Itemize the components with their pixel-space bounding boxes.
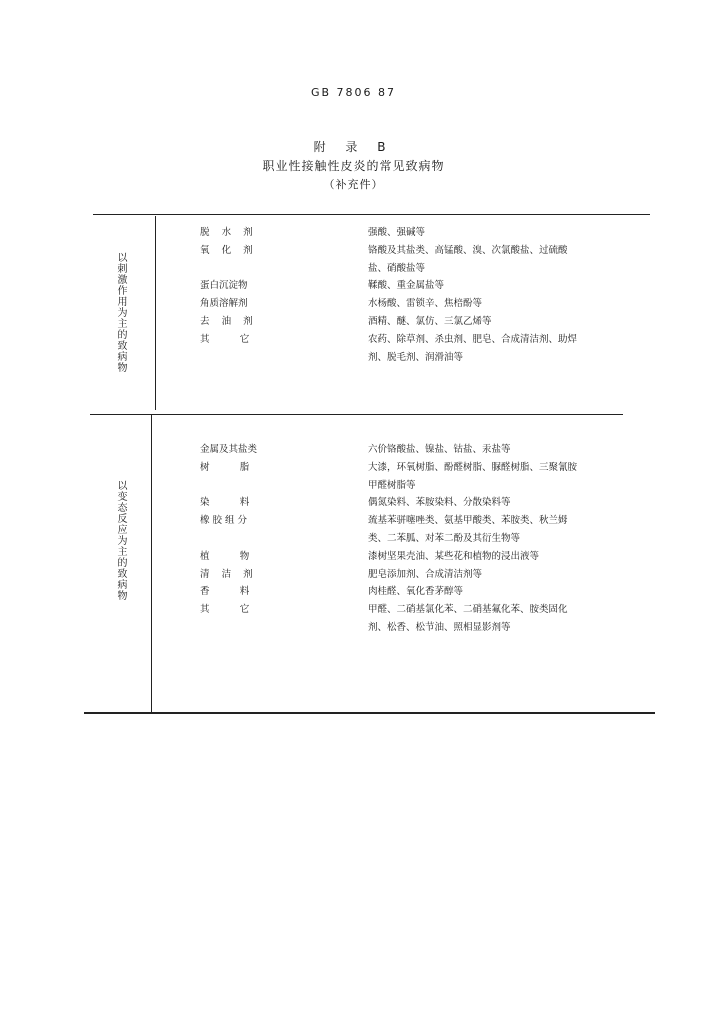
agent-cell: 六价铬酸盐、镍盐、钴盐、汞盐等 [368, 444, 511, 455]
category-cell: 角质溶解剂 [200, 298, 248, 310]
column-divider-lower [151, 414, 152, 712]
table-row [200, 331, 620, 367]
section-irritant [200, 224, 620, 366]
table-row [200, 295, 620, 313]
section-divider [90, 414, 623, 415]
agent-cell: 巯基苯骈噻唑类、氨基甲酸类、苯胺类、秋兰姆类、二苯胍、对苯二酚及其衍生物等 [368, 515, 568, 544]
table-row [200, 441, 620, 459]
title-block [0, 138, 707, 194]
section-label-allergen: 以变态反应为主的致病物 [115, 480, 126, 601]
appendix-title: 附 录 B [313, 140, 394, 154]
category-cell: 香 料 [200, 586, 250, 598]
supplement-note: （补充件） [323, 178, 384, 191]
table-row [200, 601, 620, 637]
table-bottom-rule [84, 712, 655, 714]
agent-cell: 漆树坚果壳油、某些花和植物的浸出液等 [368, 550, 540, 562]
agent-cell: 铬酸及其盐类、高锰酸、溴、次氯酸盐、过硫酸盐、硝酸盐等 [368, 244, 568, 274]
agent-cell: 偶氮染料、苯胺染料、分散染料等 [368, 497, 511, 509]
table-top-rule [93, 214, 650, 215]
table-row [200, 313, 620, 331]
column-divider-upper [155, 216, 156, 410]
category-cell: 橡 胶 组 分 [200, 515, 248, 527]
category-cell: 金属及其盐类 [200, 444, 258, 455]
table-row [200, 242, 620, 278]
agent-cell: 鞣酸、重金属盐等 [368, 280, 445, 292]
section-label-irritant: 以刺激作用为主的致病物 [115, 252, 126, 373]
section-allergen [200, 441, 620, 637]
table-row [200, 494, 620, 512]
agent-cell: 强酸、强碱等 [368, 227, 426, 238]
agent-cell: 甲醛、二硝基氯化苯、二硝基氟化苯、胺类固化剂、松香、松节油、照相显影剂等 [368, 604, 568, 633]
category-cell: 其 它 [200, 333, 250, 345]
table-row [200, 583, 620, 601]
agent-cell: 水杨酸、雷锁辛、焦棓酚等 [368, 298, 483, 310]
table-row [200, 277, 620, 295]
main-title: 职业性接触性皮炎的常见致病物 [262, 159, 445, 173]
category-cell: 蛋白沉淀物 [200, 280, 248, 292]
agent-cell: 大漆，环氧树脂、酚醛树脂、脲醛树脂、三聚氰胺甲醛树脂等 [368, 461, 578, 491]
category-cell: 树 脂 [200, 461, 250, 473]
agent-cell: 酒精、醚、氯仿、三氯乙烯等 [368, 315, 492, 327]
category-cell: 脱 水 剂 [200, 227, 253, 238]
category-cell: 氧 化 剂 [200, 244, 253, 256]
table-row [200, 224, 620, 242]
table-row [200, 566, 620, 584]
table-row [200, 459, 620, 495]
agent-cell: 肉桂醛、氧化香茅醇等 [368, 586, 464, 598]
table-row [200, 512, 620, 548]
category-cell: 清 洁 剂 [200, 568, 253, 580]
category-cell: 染 料 [200, 497, 250, 509]
agent-cell: 农药、除草剂、杀虫剂、肥皂、合成清洁剂、助焊剂、脱毛剂、润滑油等 [368, 333, 578, 363]
table-row [200, 548, 620, 566]
category-cell: 去 油 剂 [200, 315, 253, 327]
category-cell: 植 物 [200, 550, 250, 562]
category-cell: 其 它 [200, 604, 250, 616]
agent-cell: 肥皂添加剂、合成清洁剂等 [368, 568, 483, 580]
standard-number: GB 7806 87 [310, 86, 397, 99]
